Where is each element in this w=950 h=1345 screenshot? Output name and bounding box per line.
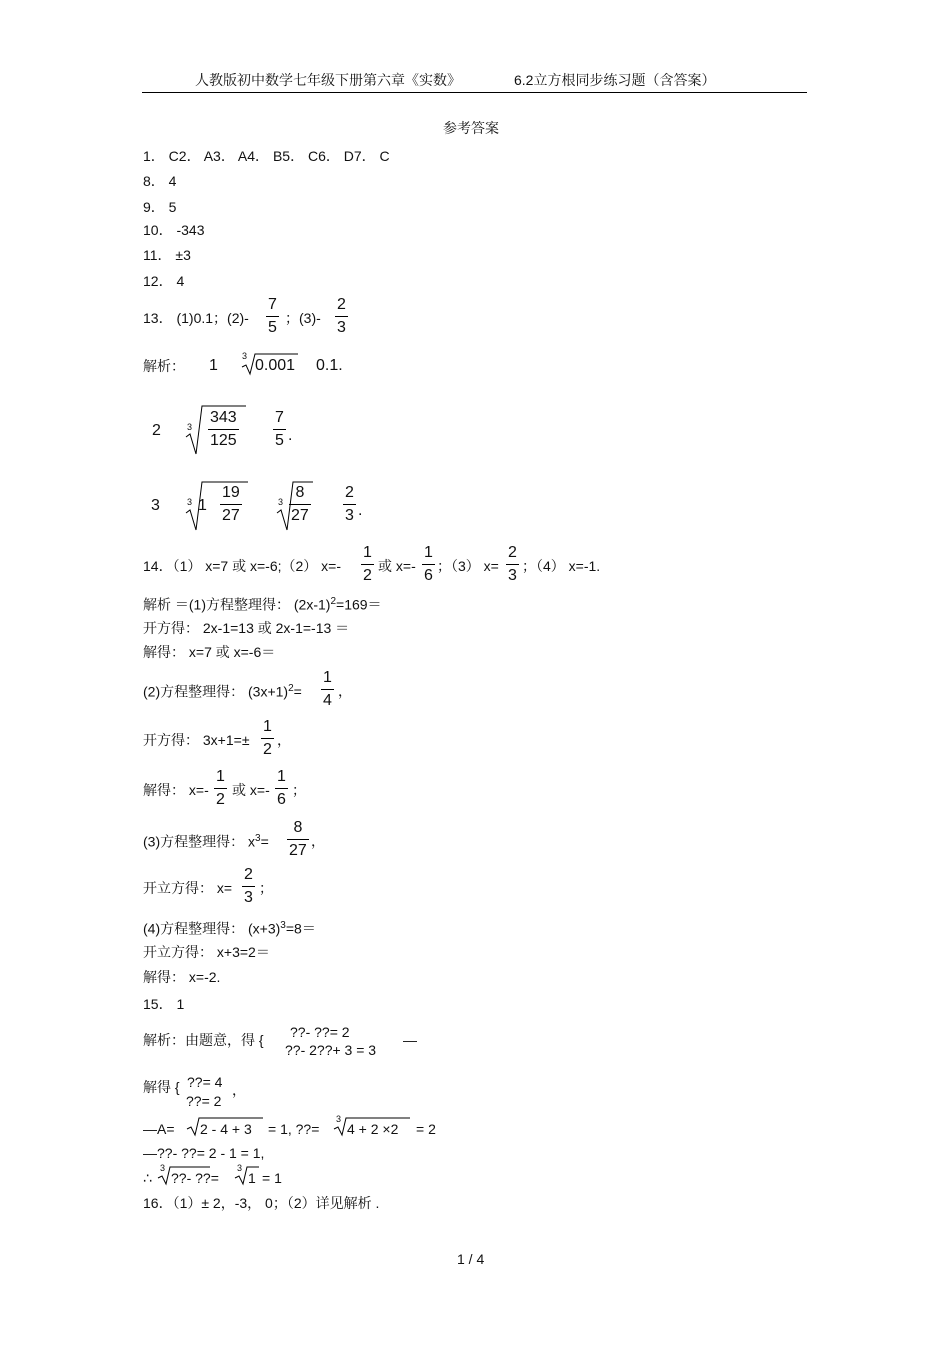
semicolon: ； [292,782,306,798]
exponent: 2 [330,596,337,607]
exponent: 3 [280,920,286,931]
analysis-15-3e: = 2 [416,1121,436,1137]
fraction-den: 6 [277,791,286,808]
fraction-den: 27 [222,507,240,524]
answer-line-1: 1． C2． A3． A4． B5． C6． D7． C [143,148,390,164]
root-index: 3 [187,497,193,507]
fraction-den: 2 [363,567,372,584]
analysis-14-6: 解得： x=- [143,782,209,798]
root-expression: ??- ??= [171,1170,219,1186]
fraction-num: 1 [323,669,332,686]
answer-line-16: 16．（1）± 2，-3， 0；（2）详见解析 . [143,1195,380,1211]
result-value: 0.1. [316,357,343,374]
solution-eq-2: ??= 2 [186,1093,222,1109]
analysis-text: =169＝ [336,596,382,613]
analysis-15-4: —??- ??= 2 - 1 = 1, [143,1145,265,1161]
analysis-14-7 [143,834,269,849]
fraction-num: 343 [210,409,237,426]
root-expression: 2 - 4 + 3 [200,1121,252,1137]
header-right: 6.2立方根同步练习题（含答案） [514,72,716,88]
root-index: 3 [160,1163,166,1173]
answer-line-10: 10． -343 [143,222,205,238]
analysis-14-2: 开方得： 2x-1=13 或 2x-1=-13 ＝ [143,620,350,636]
system-eq-2: ??- 2??+ 3 = 3 [285,1042,377,1058]
fraction-num: 2 [345,484,354,501]
fraction-den: 5 [268,319,277,336]
answer-line-14-part2: 或 x=- [378,558,416,574]
comma: ， [277,732,291,748]
fraction-den: 6 [424,567,433,584]
fraction-14-c [506,545,519,584]
fraction-num: 1 [277,768,286,785]
fraction-den: 3 [244,889,253,906]
root-index: 3 [237,1163,243,1173]
fraction-den: 2 [216,791,225,808]
fraction-p5 [261,719,274,758]
fraction-den: 3 [508,567,517,584]
fraction-num: 1 [363,544,372,561]
answer-line-14: 14．（1） x=7 或 x=-6;（2） x=- [143,558,342,574]
analysis-14-10: 开立方得： x+3=2＝ [143,944,270,960]
analysis-14-11: 解得： x=-2. [143,969,221,985]
analysis-14-6b: 或 x=- [232,782,270,798]
analysis-15-1: 解析：由题意，得 { [143,1032,264,1048]
fraction-7-5 [273,410,286,449]
analysis-15-5d: = 1 [262,1170,282,1186]
analysis-15-3c: = 1, ??= [268,1121,320,1137]
root-index: 3 [242,351,248,361]
answer-line-14-part3: ；（3） x= [437,558,499,574]
root-expression: 4 + 2 ×2 [347,1121,399,1137]
fraction-p8 [242,867,255,906]
comma: ， [338,683,352,699]
answer-line-12: 12． 4 [143,273,185,289]
semicolon: ； [259,880,273,896]
step-number-3: 3 [151,497,160,514]
comma: ， [232,1082,246,1098]
analysis-text: =8＝ [285,920,316,937]
step-number-2: 2 [152,422,161,439]
root-index: 3 [278,497,284,507]
fraction-num: 8 [295,484,305,501]
fraction-num: 2 [508,544,517,561]
fraction-den: 3 [345,507,354,524]
fraction-num: 8 [293,819,303,836]
dash: — [403,1032,417,1048]
answer-line-8: 8． 4 [143,173,177,189]
fraction-den: 2 [263,741,272,758]
fraction-14-b [422,545,435,584]
fraction-343-125 [208,410,239,449]
page-title: 参考答案 [443,120,499,136]
fraction-13-b [335,297,348,336]
fraction-num: 1 [263,718,272,735]
answer-line-9: 9． 5 [143,199,177,215]
analysis-14-5: 开方得： 3x+1=± [143,732,250,748]
fraction-num: 19 [222,484,240,501]
exponent: 3 [255,833,261,844]
fraction-num: 1 [424,544,433,561]
exponent: 2 [288,683,294,694]
analysis-14-8: 开立方得： x= [143,880,233,896]
fraction-num: 1 [216,768,225,785]
fraction-13-a [266,297,279,336]
root-expression: 1 [248,1170,256,1186]
therefore-symbol: ∴ [143,1170,152,1186]
fraction-8-27 [289,485,311,524]
cube-root-value: 0.001 [255,357,296,374]
root-index: 3 [336,1114,342,1124]
analysis-label-13: 解析： [143,358,185,374]
fraction-19-27 [220,485,242,524]
fraction-2-3 [343,485,356,524]
fraction-num: 7 [268,296,277,313]
page-number: 1 / 4 [457,1251,485,1267]
answer-line-13: 13． (1)0.1；(2)- [143,310,249,326]
fraction-14-a [361,545,374,584]
analysis-text: (4)方程整理得： (x+3) [143,920,281,937]
fraction-den: 5 [275,432,284,449]
system-eq-1: ??- ??= 2 [290,1024,350,1040]
analysis-14-4 [143,684,302,699]
header-left: 人教版初中数学七年级下册第六章《实数》 [195,72,461,88]
analysis-text: (3)方程整理得： x [143,833,255,850]
answer-line-14-part4: ；（4） x=-1. [522,558,601,574]
fraction-den: 27 [289,842,307,859]
step-number-1: 1 [209,357,218,374]
analysis-text: (2)方程整理得： (3x+1) [143,683,289,700]
mixed-number-whole: 1 [198,497,207,514]
fraction-den: 3 [337,319,346,336]
fraction-den: 27 [291,507,309,524]
answer-line-13-part3: ；(3)- [285,310,321,326]
comma: ， [311,833,325,849]
answer-line-11: 11． ±3 [143,247,191,263]
fraction-num: 2 [337,296,346,313]
fraction-p4 [321,670,334,709]
analysis-text: = [260,833,269,850]
analysis-14-9 [143,921,316,936]
fraction-p6a [214,769,227,808]
answer-line-15: 15． 1 [143,996,185,1012]
analysis-15-2: 解得 { [143,1079,180,1095]
period: . [358,502,363,519]
fraction-den: 4 [323,692,332,709]
analysis-text: 解析 ＝(1)方程整理得： (2x-1) [143,596,331,613]
root-index: 3 [187,422,193,432]
analysis-text: = [293,683,302,700]
analysis-14-3: 解得： x=7 或 x=-6＝ [143,644,276,660]
fraction-den: 125 [210,432,237,449]
analysis-14-1 [143,597,382,612]
fraction-num: 2 [244,866,253,883]
period: . [288,427,293,444]
fraction-p7 [287,820,309,859]
header-rule [142,92,807,93]
fraction-num: 7 [275,409,284,426]
solution-eq-1: ??= 4 [187,1074,223,1090]
fraction-p6b [275,769,288,808]
analysis-15-3a: —A= [143,1121,175,1137]
